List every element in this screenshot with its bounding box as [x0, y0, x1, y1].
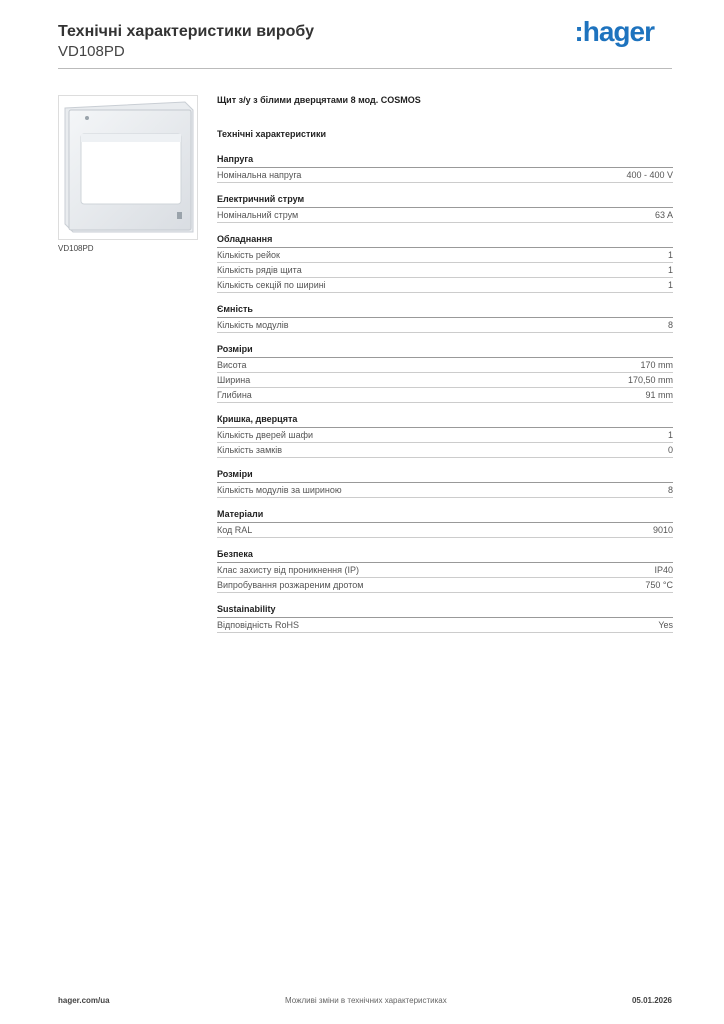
- spec-label: Випробування розжареним дротом: [217, 580, 364, 590]
- spec-group: [217, 509, 673, 538]
- footer-website-link[interactable]: hager.com/ua: [58, 996, 110, 1005]
- spec-group-title: Обладнання: [217, 234, 673, 248]
- spec-row: [217, 208, 673, 223]
- spec-row: [217, 263, 673, 278]
- spec-value: 8: [667, 485, 673, 495]
- product-image: [58, 95, 198, 240]
- page-header: [58, 22, 314, 62]
- spec-group: [217, 234, 673, 293]
- footer-disclaimer: Можливі зміни в технічних характеристиках: [285, 996, 447, 1005]
- spec-value: 1: [667, 250, 673, 260]
- spec-group: [217, 344, 673, 403]
- spec-group: [217, 304, 673, 333]
- spec-value: 750 °C: [645, 580, 673, 590]
- spec-label: Кількість дверей шафи: [217, 430, 314, 440]
- spec-value: 170,50 mm: [627, 375, 673, 385]
- spec-value: 170 mm: [640, 360, 673, 370]
- spec-group-title: Розміри: [217, 469, 673, 483]
- spec-label: Глибина: [217, 390, 252, 400]
- spec-label: Код RAL: [217, 525, 253, 535]
- spec-label: Номінальний струм: [217, 210, 299, 220]
- spec-group-title: Розміри: [217, 344, 673, 358]
- spec-label: Висота: [217, 360, 247, 370]
- spec-row: [217, 563, 673, 578]
- spec-group: [217, 549, 673, 593]
- spec-label: Ширина: [217, 375, 251, 385]
- product-code: VD108PD: [58, 43, 125, 60]
- spec-row: [217, 358, 673, 373]
- spec-value: 1: [667, 265, 673, 275]
- spec-groups: [217, 154, 673, 633]
- spec-value: 1: [667, 430, 673, 440]
- hager-logo: [574, 16, 654, 48]
- spec-group: [217, 154, 673, 183]
- spec-row: [217, 168, 673, 183]
- spec-label: Кількість рейок: [217, 250, 280, 260]
- spec-row: [217, 428, 673, 443]
- specs-section-title: Технічні характеристики: [217, 129, 326, 139]
- spec-value: Yes: [658, 620, 673, 630]
- spec-label: Кількість рядів щита: [217, 265, 302, 275]
- spec-group-title: Ємність: [217, 304, 673, 318]
- specs-panel: [217, 95, 673, 633]
- spec-value: 1: [667, 280, 673, 290]
- distribution-box-illustration: [59, 96, 197, 239]
- page-title: Технічні характеристики виробу: [58, 23, 314, 40]
- spec-group-title: Sustainability: [217, 604, 673, 618]
- spec-value: 9010: [652, 525, 673, 535]
- spec-value: 63 A: [654, 210, 673, 220]
- spec-label: Кількість замків: [217, 445, 282, 455]
- product-description: Щит з/у з білими дверцятами 8 мод. COSMOS: [217, 95, 421, 105]
- logo-text: :hager: [574, 16, 654, 47]
- spec-label: Кількість модулів: [217, 320, 289, 330]
- spec-row: [217, 483, 673, 498]
- spec-row: [217, 278, 673, 293]
- spec-group: [217, 469, 673, 498]
- spec-row: [217, 578, 673, 593]
- spec-row: [217, 388, 673, 403]
- spec-label: Відповідність RoHS: [217, 620, 299, 630]
- spec-value: IP40: [654, 565, 673, 575]
- spec-group: [217, 194, 673, 223]
- spec-group-title: Електричний струм: [217, 194, 673, 208]
- footer-date: 05.01.2026: [631, 996, 672, 1005]
- spec-value: 91 mm: [645, 390, 673, 400]
- header-divider: [58, 68, 672, 69]
- spec-row: [217, 318, 673, 333]
- spec-group-title: Напруга: [217, 154, 673, 168]
- spec-value: 0: [667, 445, 673, 455]
- spec-label: Номінальна напруга: [217, 170, 302, 180]
- spec-label: Кількість секцій по ширині: [217, 280, 326, 290]
- spec-row: [217, 443, 673, 458]
- spec-group: [217, 414, 673, 458]
- spec-row: [217, 523, 673, 538]
- spec-row: [217, 373, 673, 388]
- spec-group-title: Матеріали: [217, 509, 673, 523]
- spec-label: Клас захисту від проникнення (IP): [217, 565, 360, 575]
- product-image-caption: VD108PD: [58, 244, 94, 253]
- spec-group: [217, 604, 673, 633]
- spec-group-title: Безпека: [217, 549, 673, 563]
- spec-row: [217, 248, 673, 263]
- spec-value: 400 - 400 V: [626, 170, 673, 180]
- spec-value: 8: [667, 320, 673, 330]
- spec-label: Кількість модулів за шириною: [217, 485, 342, 495]
- spec-row: [217, 618, 673, 633]
- spec-group-title: Кришка, дверцята: [217, 414, 673, 428]
